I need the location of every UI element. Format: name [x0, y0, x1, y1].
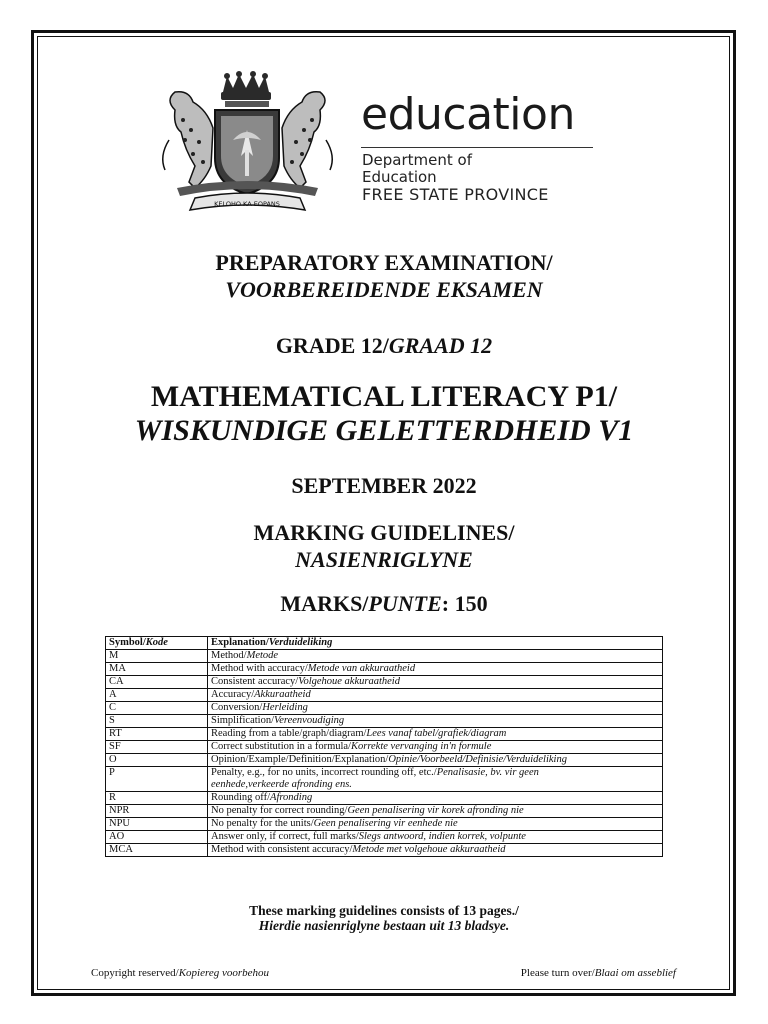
- department-name: [362, 152, 549, 203]
- code-symbol: AO: [106, 831, 208, 844]
- exam-date: SEPTEMBER 2022: [291, 473, 477, 498]
- exam-title: PREPARATORY EXAMINATION/ VOORBEREIDENDE EKSAMEN: [215, 250, 553, 302]
- code-explanation: Opinion/Example/Definition/Explanation/Opinie/Voorbeeld/Definisie/Verduideliking: [208, 754, 663, 767]
- symbol-column-header: Symbol/Kode: [106, 637, 208, 650]
- code-symbol: P: [106, 767, 208, 792]
- brand-divider: [361, 147, 593, 148]
- table-row: [106, 792, 663, 805]
- grade-heading: GRADE 12/GRAAD 12: [275, 333, 493, 358]
- copyright-footer: Copyright reserved/Kopiereg voorbehou: [91, 967, 270, 979]
- table-row: [106, 831, 663, 844]
- department-line-2: Education: [362, 168, 437, 186]
- svg-text:KELOHO KA EOPANS: KELOHO KA EOPANS: [214, 200, 280, 208]
- brand-title: education: [361, 89, 575, 140]
- table-row: [106, 754, 663, 767]
- code-explanation: Accuracy/Akkuraatheid: [208, 689, 663, 702]
- table-row: [106, 650, 663, 663]
- code-symbol: C: [106, 702, 208, 715]
- code-explanation: Consistent accuracy/Volgehoue akkuraatheid: [208, 676, 663, 689]
- code-symbol: MA: [106, 663, 208, 676]
- code-symbol: RT: [106, 728, 208, 741]
- code-symbol: SF: [106, 741, 208, 754]
- code-explanation: Correct substitution in a formula/Korrekte vervanging in'n formule: [208, 741, 663, 754]
- subject-heading: MATHEMATICAL LITERACY P1/ WISKUNDIGE GELETTERDHEID V1: [134, 380, 634, 447]
- code-symbol: A: [106, 689, 208, 702]
- table-header-row: [106, 637, 663, 650]
- explanation-column-header: Explanation/Verduideliking: [208, 637, 663, 650]
- code-explanation: No penalty for the units/Geen penalisering vir eenhede nie: [208, 818, 663, 831]
- code-explanation: Conversion/Herleiding: [208, 702, 663, 715]
- department-line-1: Department of: [362, 151, 472, 169]
- code-explanation: Reading from a table/graph/diagram/Lees vanaf tabel/grafiek/diagram: [208, 728, 663, 741]
- code-symbol: R: [106, 792, 208, 805]
- code-symbol: S: [106, 715, 208, 728]
- table-row: [106, 715, 663, 728]
- table-row: [106, 663, 663, 676]
- coat-of-arms-icon: [155, 70, 340, 215]
- table-row: [106, 741, 663, 754]
- table-row: [106, 844, 663, 857]
- code-symbol: O: [106, 754, 208, 767]
- code-explanation: Simplification/Vereenvoudiging: [208, 715, 663, 728]
- total-marks: MARKS/PUNTE: 150: [280, 591, 488, 616]
- code-symbol: M: [106, 650, 208, 663]
- code-explanation: Method with consistent accuracy/Metode met volgehoue akkuraatheid: [208, 844, 663, 857]
- table-row: [106, 767, 663, 792]
- code-explanation: Answer only, if correct, full marks/Slegs antwoord, indien korrek, volpunte: [208, 831, 663, 844]
- code-symbol: MCA: [106, 844, 208, 857]
- table-row: [106, 805, 663, 818]
- code-explanation: No penalty for correct rounding/Geen penalisering vir korek afronding nie: [208, 805, 663, 818]
- table-row: [106, 728, 663, 741]
- marking-guidelines-heading: MARKING GUIDELINES/ NASIENRIGLYNE: [253, 520, 515, 572]
- code-symbol: CA: [106, 676, 208, 689]
- page-count-note: These marking guidelines consists of 13 pages./ Hierdie nasienriglyne bestaan uit 13 bladsye.: [249, 903, 519, 933]
- code-symbol: NPU: [106, 818, 208, 831]
- table-row: [106, 676, 663, 689]
- code-explanation: Method/Metode: [208, 650, 663, 663]
- table-row: [106, 702, 663, 715]
- table-row: [106, 818, 663, 831]
- code-explanation: Rounding off/Afronding: [208, 792, 663, 805]
- marking-codes-table: [105, 636, 663, 857]
- code-explanation: Method with accuracy/Metode van akkuraatheid: [208, 663, 663, 676]
- province-name: FREE STATE PROVINCE: [362, 185, 549, 204]
- code-symbol: NPR: [106, 805, 208, 818]
- turn-over-footer: Please turn over/Blaai om asseblief: [520, 967, 676, 979]
- code-explanation: Penalty, e.g., for no units, incorrect rounding off, etc./Penalisasie, bv. vir geen eenhede,verkeerde afronding ens.: [208, 767, 663, 792]
- table-row: [106, 689, 663, 702]
